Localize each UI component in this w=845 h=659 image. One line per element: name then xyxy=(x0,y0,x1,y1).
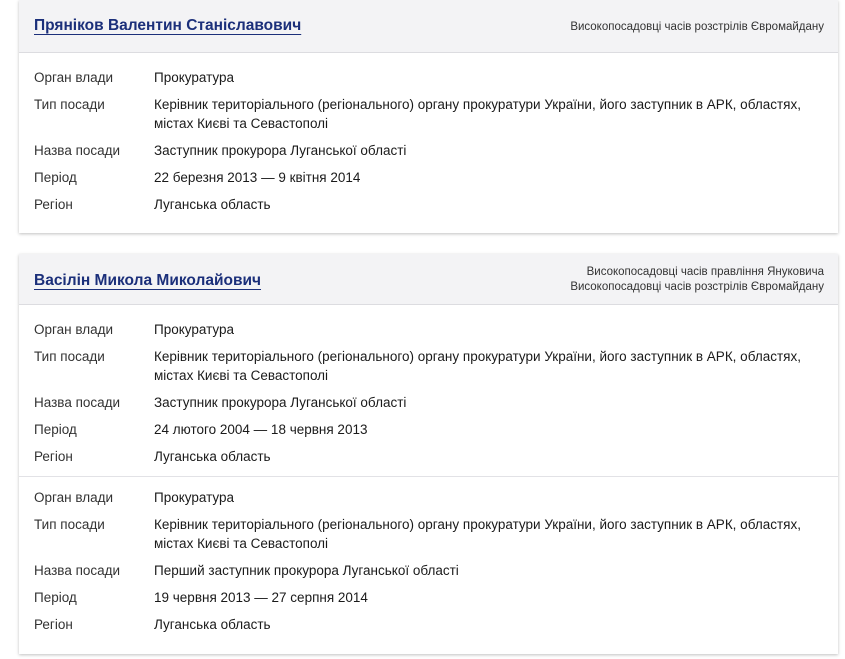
field-label: Період xyxy=(34,590,77,605)
person-card-header xyxy=(19,0,838,53)
person-tags xyxy=(570,265,824,295)
person-card-header xyxy=(19,254,838,305)
field-value: Луганська область xyxy=(154,197,271,212)
field-value: Луганська область xyxy=(154,449,271,464)
field-value: Керівник територіального (регіонального) органу прокуратури України, його заступник в АРК, областях, містах Києві та Севастополі xyxy=(154,97,801,131)
person-tag: Високопосадовці часів розстрілів Євромайдану xyxy=(570,21,824,33)
field-label: Період xyxy=(34,170,77,185)
field-label: Регіон xyxy=(34,617,73,632)
field-label: Назва посади xyxy=(34,563,121,578)
position-block xyxy=(19,53,838,232)
field-label: Орган влади xyxy=(34,70,114,85)
field-value: Луганська область xyxy=(154,617,271,632)
field-value: 19 червня 2013 — 27 серпня 2014 xyxy=(154,590,368,605)
field-label: Тип посади xyxy=(34,97,105,112)
field-value: Заступник прокурора Луганської області xyxy=(154,395,407,410)
field-label: Регіон xyxy=(34,197,73,212)
position-block xyxy=(19,476,838,652)
person-card xyxy=(19,0,838,233)
field-value: Перший заступник прокурора Луганської області xyxy=(154,563,459,578)
field-value: Керівник територіального (регіонального) органу прокуратури України, його заступник в АРК, областях, містах Києві та Севастополі xyxy=(154,349,801,383)
field-value: Заступник прокурора Луганської області xyxy=(154,143,407,158)
person-name-link[interactable]: Пряніков Валентин Станіславович xyxy=(34,17,302,34)
field-label: Орган влади xyxy=(34,490,114,505)
field-label: Тип посади xyxy=(34,517,105,532)
person-tags xyxy=(570,20,824,35)
person-tag: Високопосадовці часів розстрілів Євромайдану xyxy=(570,281,824,293)
position-block xyxy=(19,305,838,476)
field-label: Період xyxy=(34,422,77,437)
field-value: 22 березня 2013 — 9 квітня 2014 xyxy=(154,170,361,185)
field-label: Назва посади xyxy=(34,395,121,410)
field-value: Прокуратура xyxy=(154,322,235,337)
person-name-link[interactable]: Васілін Микола Миколайович xyxy=(34,272,262,289)
field-value: Прокуратура xyxy=(154,70,235,85)
field-value: Прокуратура xyxy=(154,490,235,505)
person-card xyxy=(19,254,838,654)
field-label: Регіон xyxy=(34,449,73,464)
person-tag: Високопосадовці часів правління Януковича xyxy=(586,266,824,278)
field-value: Керівник територіального (регіонального) органу прокуратури України, його заступник в АРК, областях, містах Києві та Севастополі xyxy=(154,517,801,551)
field-label: Тип посади xyxy=(34,349,105,364)
field-label: Орган влади xyxy=(34,322,114,337)
field-value: 24 лютого 2004 — 18 червня 2013 xyxy=(154,422,368,437)
field-label: Назва посади xyxy=(34,143,121,158)
